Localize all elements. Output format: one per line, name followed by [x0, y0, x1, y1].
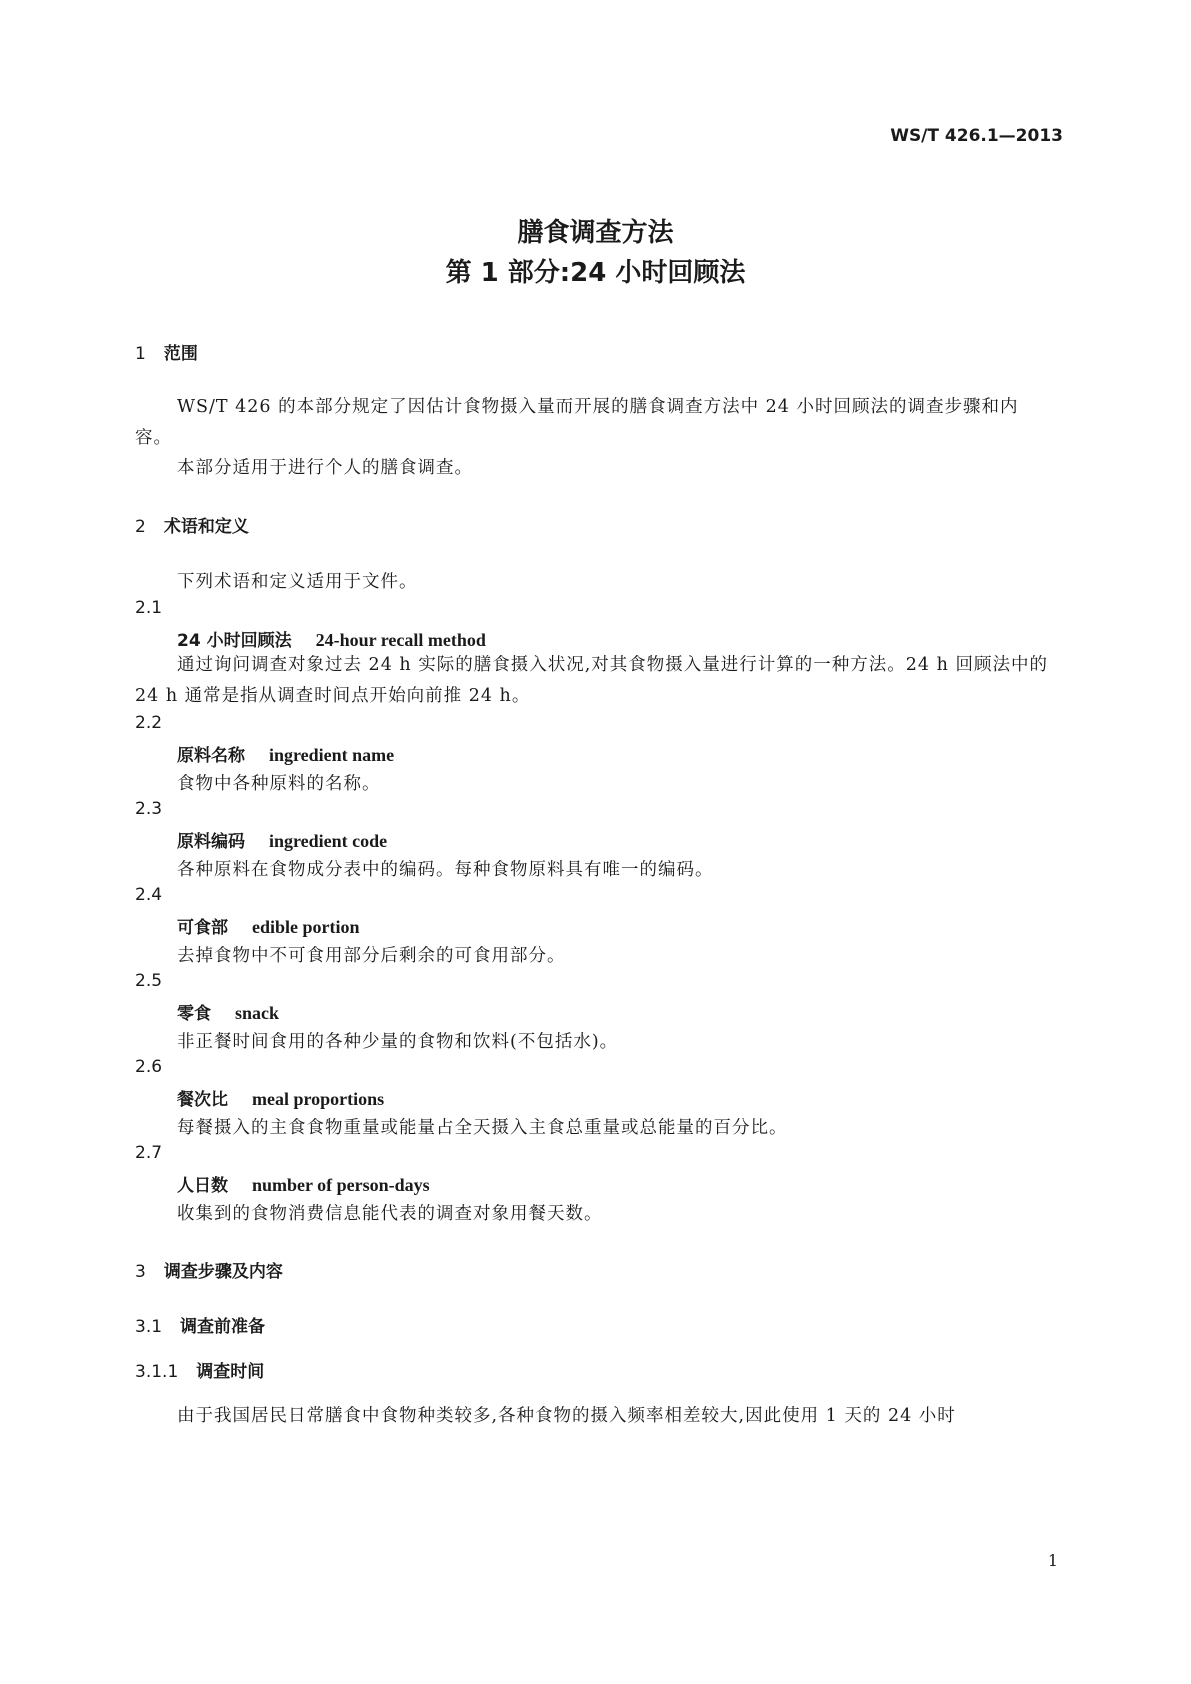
section-title: 术语和定义 — [163, 517, 249, 537]
term-chinese: 可食部 — [177, 918, 228, 938]
term-entry — [177, 1085, 384, 1110]
document-code: WS/T 426.1—2013 — [890, 126, 1063, 146]
term-chinese: 餐次比 — [177, 1090, 228, 1110]
paragraph: 本部分适用于进行个人的膳食调查。 — [177, 458, 473, 478]
term-definition: 去掉食物中不可食用部分后剩余的可食用部分。 — [177, 946, 566, 966]
document-title: 膳食调查方法 — [517, 218, 674, 248]
document-subtitle: 第 1 部分:24 小时回顾法 — [445, 258, 746, 288]
subsection-title: 调查时间 — [196, 1362, 265, 1382]
term-chinese: 原料名称 — [177, 746, 245, 766]
term-chinese: 人日数 — [177, 1176, 228, 1196]
paragraph: 由于我国居民日常膳食中食物种类较多,各种食物的摄入频率相差较大,因此使用 1 天的 24 小时 — [177, 1406, 956, 1426]
term-chinese: 零食 — [177, 1004, 211, 1024]
term-english: ingredient name — [269, 745, 395, 765]
subsection-title: 调查前准备 — [180, 1317, 266, 1337]
clause-number: 2.1 — [135, 598, 163, 618]
term-english: meal proportions — [252, 1089, 385, 1109]
paragraph: WS/T 426 的本部分规定了因估计食物摄入量而开展的膳食调查方法中 24 小时回顾法的调查步骤和内容。 — [135, 397, 1019, 448]
subsection-heading — [135, 1312, 265, 1337]
section-number: 3 — [135, 1262, 146, 1282]
term-entry — [177, 913, 360, 938]
term-chinese: 24 小时回顾法 — [177, 631, 292, 651]
clause-number: 2.3 — [135, 799, 163, 819]
clause-number: 2.6 — [135, 1057, 163, 1077]
term-english: ingredient code — [269, 831, 388, 851]
term-entry — [177, 827, 387, 852]
term-entry — [177, 626, 486, 651]
term-english: snack — [235, 1003, 280, 1023]
paragraph: 下列术语和定义适用于文件。 — [177, 572, 418, 592]
clause-number: 2.5 — [135, 971, 163, 991]
section-number: 1 — [135, 344, 146, 364]
clause-number: 2.2 — [135, 713, 163, 733]
term-entry — [177, 1171, 430, 1196]
subsection-number: 3.1 — [135, 1317, 163, 1337]
page-number: 1 — [1047, 1551, 1058, 1570]
clause-number: 2.7 — [135, 1143, 163, 1163]
section-number: 2 — [135, 517, 146, 537]
term-entry — [177, 999, 279, 1024]
subsection-heading — [135, 1357, 264, 1382]
term-definition: 食物中各种原料的名称。 — [177, 774, 381, 794]
subsection-number: 3.1.1 — [135, 1362, 179, 1382]
term-entry — [177, 741, 394, 766]
section-title: 调查步骤及内容 — [163, 1262, 283, 1282]
section-title: 范围 — [163, 344, 198, 364]
section-heading — [135, 339, 198, 364]
term-definition: 非正餐时间食用的各种少量的食物和饮料(不包括水)。 — [177, 1032, 619, 1052]
term-english: number of person-days — [252, 1175, 430, 1195]
term-definition: 每餐摄入的主食食物重量或能量占全天摄入主食总重量或总能量的百分比。 — [177, 1118, 788, 1138]
term-definition: 收集到的食物消费信息能代表的调查对象用餐天数。 — [177, 1204, 603, 1224]
clause-number: 2.4 — [135, 885, 163, 905]
term-chinese: 原料编码 — [177, 832, 245, 852]
section-heading — [135, 512, 249, 537]
term-english: 24-hour recall method — [315, 630, 486, 650]
term-english: edible portion — [252, 917, 360, 937]
term-definition: 通过询问调查对象过去 24 h 实际的膳食摄入状况,对其食物摄入量进行计算的一种方法。24 h 回顾法中的 24 h 通常是指从调查时间点开始向前推 24 h。 — [135, 655, 1048, 706]
term-definition: 各种原料在食物成分表中的编码。每种食物原料具有唯一的编码。 — [177, 860, 714, 880]
section-heading — [135, 1257, 283, 1282]
